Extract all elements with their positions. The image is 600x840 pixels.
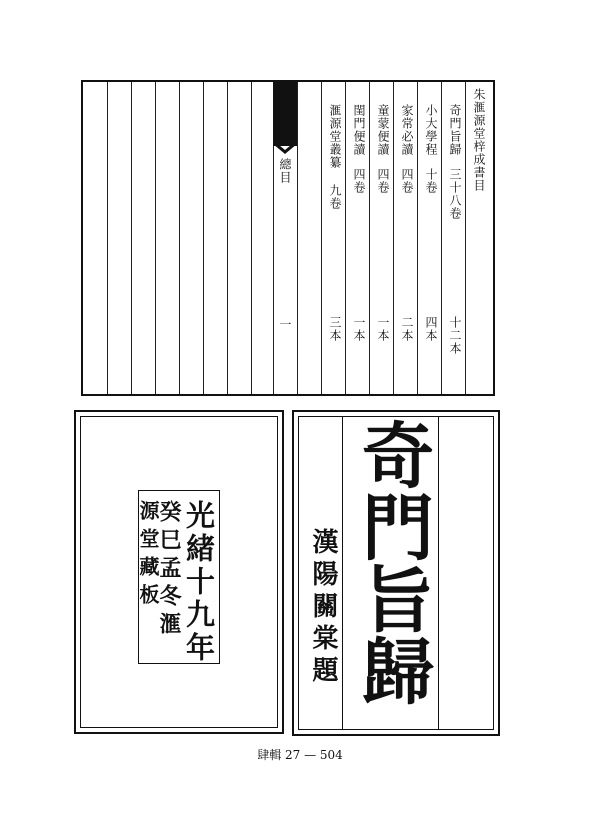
- column-rule: [179, 82, 180, 394]
- book-juan: 四卷: [376, 168, 390, 194]
- fish-tail-block: [273, 82, 297, 146]
- center-number: 一: [278, 318, 292, 331]
- book-ben: 四本: [424, 316, 438, 342]
- list-heading: 朱滙源堂梓成書目: [472, 88, 486, 192]
- column-rule: [369, 82, 370, 394]
- book-title: 家常必讀: [400, 104, 414, 156]
- column-rule: [227, 82, 228, 394]
- book-juan: 四卷: [352, 168, 366, 194]
- book-ben: 二本: [400, 316, 414, 342]
- column-rule: [131, 82, 132, 394]
- book-title: 閨門便讀: [352, 104, 366, 156]
- column-rule: [203, 82, 204, 394]
- title-inscription: 漢陽關棠題: [308, 528, 338, 688]
- book-ben: 十二本: [448, 316, 462, 355]
- book-title-main: 奇門旨歸: [350, 418, 435, 706]
- column-rule: [107, 82, 108, 394]
- center-label: 總目: [278, 158, 292, 184]
- book-juan: 三十八卷: [448, 168, 462, 220]
- title-divider: [438, 416, 439, 730]
- column-rule: [251, 82, 252, 394]
- title-divider: [342, 416, 343, 730]
- book-ben: 三本: [328, 316, 342, 342]
- column-rule: [393, 82, 394, 394]
- book-title: 滙源堂叢纂: [328, 104, 342, 169]
- book-title: 小大學程: [424, 104, 438, 156]
- column-rule: [345, 82, 346, 394]
- book-list-page: [81, 80, 495, 396]
- column-rule: [297, 82, 298, 394]
- colophon-page: [74, 410, 284, 734]
- fish-tail-mark: [269, 140, 301, 154]
- column-rule: [155, 82, 156, 394]
- book-title: 奇門旨歸: [448, 104, 462, 156]
- title-page: [292, 410, 500, 736]
- book-title: 童蒙便讀: [376, 104, 390, 156]
- column-rule: [441, 82, 442, 394]
- book-ben: 一本: [352, 316, 366, 342]
- column-rule: [417, 82, 418, 394]
- book-ben: 一本: [376, 316, 390, 342]
- colophon-line: 光緒十九年: [182, 500, 216, 665]
- colophon-line: 源堂藏板: [136, 500, 160, 612]
- page-footer: 肆輯 27 — 504: [257, 748, 343, 762]
- column-rule: [321, 82, 322, 394]
- colophon-line: 癸巳孟冬滙: [156, 500, 182, 640]
- book-juan: 九卷: [328, 184, 342, 210]
- book-juan: 十卷: [424, 168, 438, 194]
- column-rule: [465, 82, 466, 394]
- book-juan: 四卷: [400, 168, 414, 194]
